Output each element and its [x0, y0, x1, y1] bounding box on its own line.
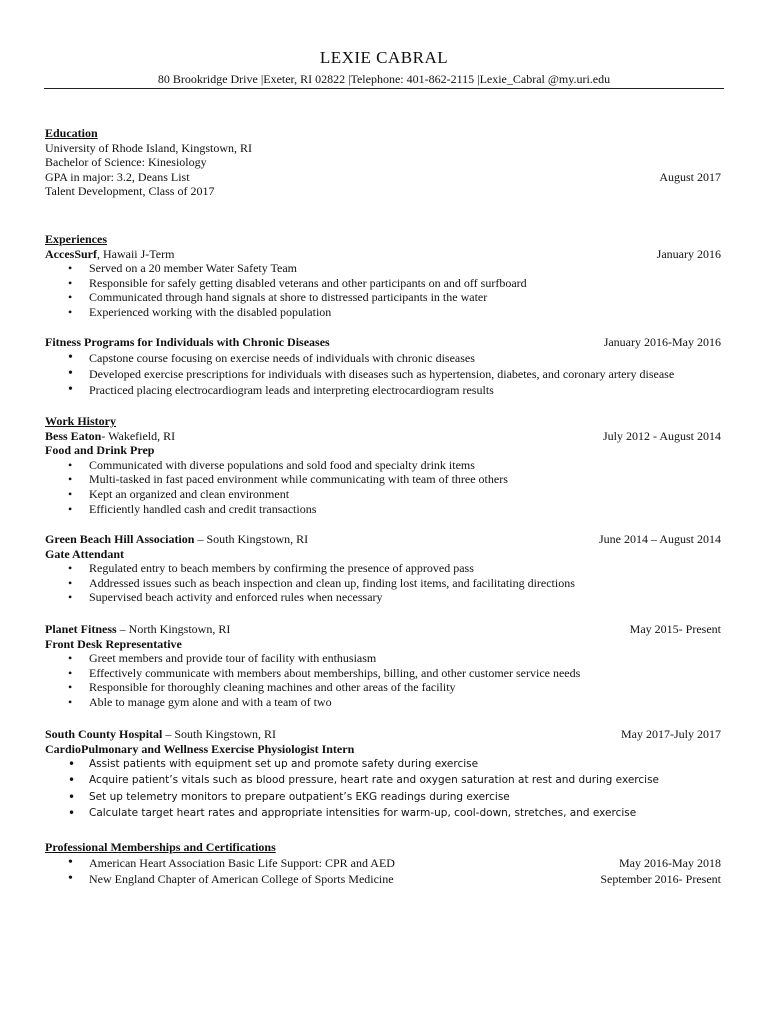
job-org: Planet Fitness — [45, 622, 117, 636]
accessurf-bullets — [45, 261, 721, 319]
membership-date: May 2016-May 2018 — [619, 855, 721, 870]
job-org: South County Hospital — [45, 727, 163, 741]
job-bullets — [45, 561, 721, 605]
list-item: • Responsible for safely getting disabled veterans and other participants on and off surfboard — [45, 276, 721, 291]
accessurf-date: January 2016 — [656, 246, 721, 261]
header-divider — [44, 88, 724, 89]
list-item: • Able to manage gym alone and with a team of two — [45, 695, 721, 710]
education-school: University of Rhode Island, Kingstown, RI — [45, 140, 252, 155]
job-bullets — [45, 651, 721, 709]
list-item: • Multi-tasked in fast paced environment while communicating with team of three others — [45, 472, 721, 487]
fitness-bullets — [45, 350, 721, 399]
fitness-title: Fitness Programs for Individuals with Chronic Diseases — [45, 335, 330, 349]
job-bullets — [45, 756, 721, 821]
fitness-programs-block — [45, 335, 721, 398]
list-item: • Responsible for thoroughly cleaning machines and other areas of the facility — [45, 680, 721, 695]
list-item: • Acquire patient’s vitals such as blood pressure, heart rate and oxygen saturation at rest and during exercise — [45, 772, 721, 788]
education-degree: Bachelor of Science: Kinesiology — [45, 155, 207, 170]
list-item: • Efficiently handled cash and credit transactions — [45, 502, 721, 517]
education-gpa: GPA in major: 3.2, Deans List — [45, 169, 190, 184]
job-date: May 2017-July 2017 — [621, 727, 721, 741]
accessurf-org: AccesSurf — [45, 246, 97, 261]
job-role: CardioPulmonary and Wellness Exercise Physiologist Intern — [45, 741, 355, 756]
work-history-section — [45, 414, 721, 516]
job-date: May 2015- Present — [629, 622, 721, 636]
list-item — [45, 855, 721, 871]
list-item: • Capstone course focusing on exercise needs of individuals with chronic diseases — [45, 350, 721, 366]
list-item: • Regulated entry to beach members by confirming the presence of approved pass — [45, 561, 721, 576]
list-item: • Developed exercise prescriptions for individuals with diseases such as hypertension, diabetes, and coronary artery disease — [45, 366, 721, 382]
list-item: • Kept an organized and clean environment — [45, 487, 721, 502]
accessurf-location: , Hawaii J-Term — [96, 246, 175, 261]
list-item: • Addressed issues such as beach inspection and clean up, finding lost items, and facilitating directions — [45, 576, 721, 591]
education-section — [45, 126, 721, 199]
job-location: – South Kingstown, RI — [194, 532, 309, 546]
work-heading: Work History — [45, 414, 116, 428]
job-south-county — [45, 727, 721, 821]
job-org: Bess Eaton — [45, 428, 102, 443]
job-org: Green Beach Hill Association — [45, 532, 195, 546]
experiences-section — [45, 232, 721, 320]
membership-text: American Heart Association Basic Life Support: CPR and AED — [89, 855, 395, 870]
list-item: • Served on a 20 member Water Safety Team — [45, 261, 721, 276]
membership-text: New England Chapter of American College of Sports Medicine — [89, 871, 394, 886]
job-date: July 2012 - August 2014 — [602, 428, 721, 443]
list-item: • Assist patients with equipment set up and promote safety during exercise — [45, 756, 721, 772]
list-item: • Effectively communicate with members about memberships, billing, and other customer service needs — [45, 666, 721, 681]
education-program: Talent Development, Class of 2017 — [45, 184, 215, 199]
job-location: – South Kingstown, RI — [162, 727, 277, 741]
list-item: • Calculate target heart rates and appropriate intensities for warm-up, cool-down, stretches, and exercise — [45, 805, 721, 821]
memberships-section — [45, 840, 721, 887]
applicant-name: LEXIE CABRAL — [319, 48, 449, 67]
list-item — [45, 871, 721, 887]
job-role: Food and Drink Prep — [45, 443, 155, 458]
job-role: Gate Attendant — [45, 546, 124, 561]
list-item: • Greet members and provide tour of facility with enthusiasm — [45, 651, 721, 666]
list-item: • Practiced placing electrocardiogram leads and interpreting electrocardiogram results — [45, 382, 721, 398]
job-role: Front Desk Representative — [45, 636, 182, 651]
education-heading: Education — [45, 126, 98, 140]
job-bullets — [45, 458, 721, 516]
list-item: • Set up telemetry monitors to prepare outpatient’s EKG readings during exercise — [45, 789, 721, 805]
list-item: • Communicated with diverse populations and sold food and specialty drink items — [45, 458, 721, 473]
list-item: • Communicated through hand signals at shore to distressed participants in the water — [45, 290, 721, 305]
job-location: - Wakefield, RI — [101, 428, 176, 443]
job-planet-fitness — [45, 622, 721, 710]
job-date: June 2014 – August 2014 — [598, 532, 721, 546]
membership-date: September 2016- Present — [600, 871, 721, 886]
experiences-heading: Experiences — [45, 232, 107, 246]
job-location: – North Kingstown, RI — [116, 622, 231, 636]
list-item: • Supervised beach activity and enforced rules when necessary — [45, 590, 721, 605]
education-date: August 2017 — [659, 169, 721, 184]
memberships-list — [45, 855, 721, 888]
job-green-beach — [45, 532, 721, 605]
fitness-date: January 2016-May 2016 — [603, 335, 721, 349]
list-item: • Experienced working with the disabled population — [45, 305, 721, 320]
contact-line: 80 Brookridge Drive |Exeter, RI 02822 |Telephone: 401-862-2115 |Lexie_Cabral @my.uri.edu — [157, 72, 611, 86]
memberships-heading: Professional Memberships and Certifications — [45, 840, 276, 854]
